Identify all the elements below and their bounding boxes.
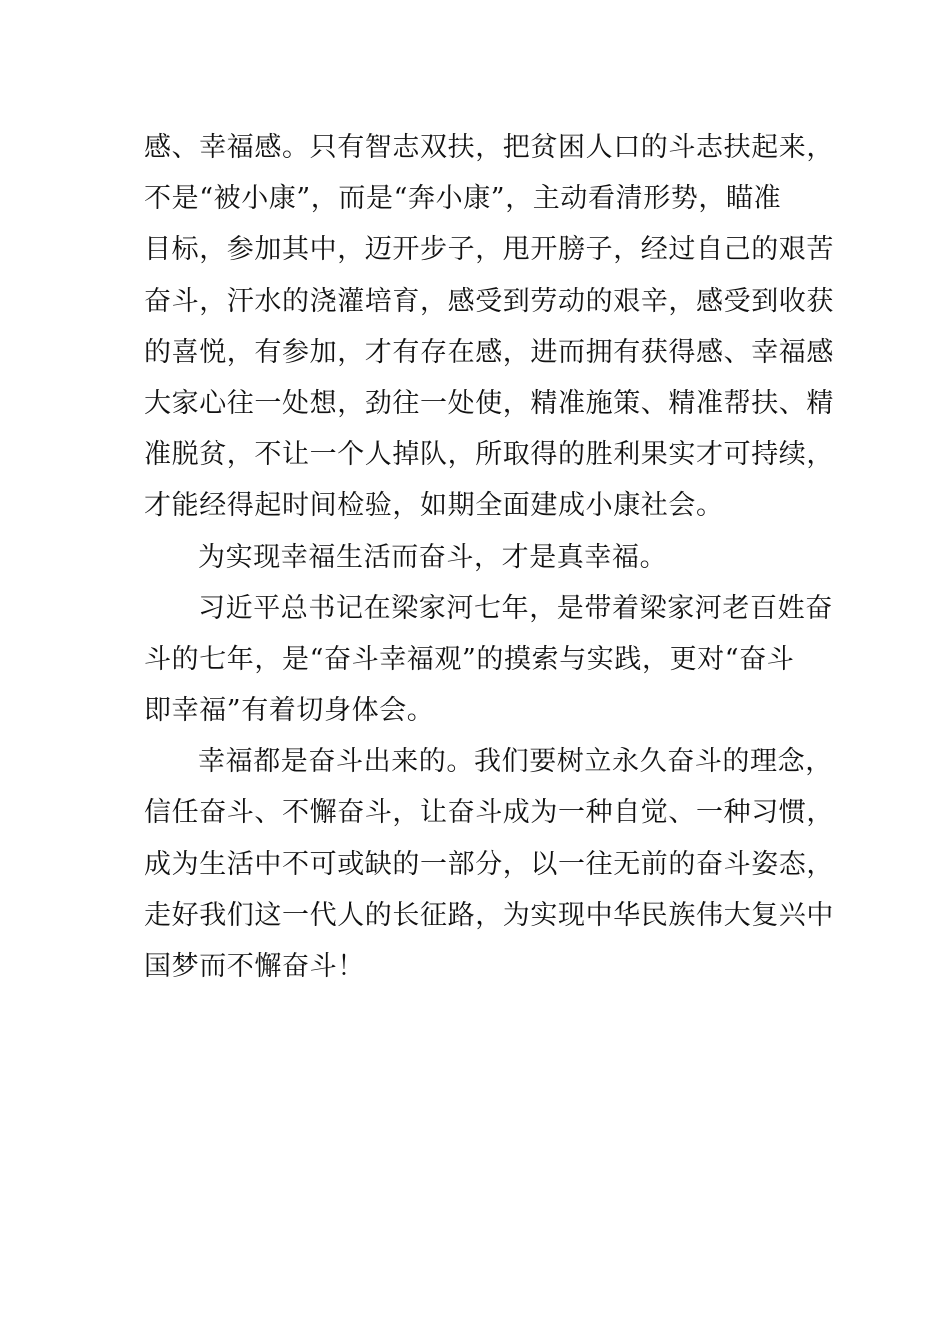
text-line: 斗的七年，是“奋斗幸福观”的摸索与实践，更对“奋斗	[144, 643, 795, 675]
text-line: 成为生活中不可或缺的一部分，以一往无前的奋斗姿态，	[144, 848, 834, 880]
text-line: 准脱贫，不让一个人掉队，所取得的胜利果实才可持续，	[144, 439, 834, 471]
text-line: 目标，参加其中，迈开步子，甩开膀子，经过自己的艰苦	[144, 234, 834, 266]
text-line: 奋斗，汗水的浇灌培育，感受到劳动的艰辛，感受到收获	[144, 285, 834, 317]
paragraph-first-line: 幸福都是奋斗出来的。我们要树立永久奋斗的理念，	[198, 746, 833, 778]
text-line: 才能经得起时间检验，如期全面建成小康社会。	[144, 490, 724, 522]
text-line: 大家心往一处想，劲往一处使，精准施策、精准帮扶、精	[144, 387, 834, 419]
text-line: 走好我们这一代人的长征路，为实现中华民族伟大复兴中	[144, 899, 834, 931]
text-line: 信任奋斗、不懈奋斗，让奋斗成为一种自觉、一种习惯，	[144, 797, 834, 829]
text-line: 的喜悦，有参加，才有存在感，进而拥有获得感、幸福感	[144, 336, 834, 368]
text-line: 国梦而不懈奋斗！	[144, 951, 365, 982]
paragraph-first-line: 为实现幸福生活而奋斗，才是真幸福。	[198, 541, 668, 573]
paragraph-first-line: 习近平总书记在梁家河七年，是带着梁家河老百姓奋	[198, 592, 833, 624]
text-line: 不是“被小康”，而是“奔小康”，主动看清形势，瞄准	[144, 183, 782, 215]
text-line: 感、幸福感。只有智志双扶，把贫困人口的斗志扶起来，	[144, 132, 834, 163]
text-line: 即幸福”有着切身体会。	[144, 695, 435, 727]
document-body	[144, 122, 834, 992]
